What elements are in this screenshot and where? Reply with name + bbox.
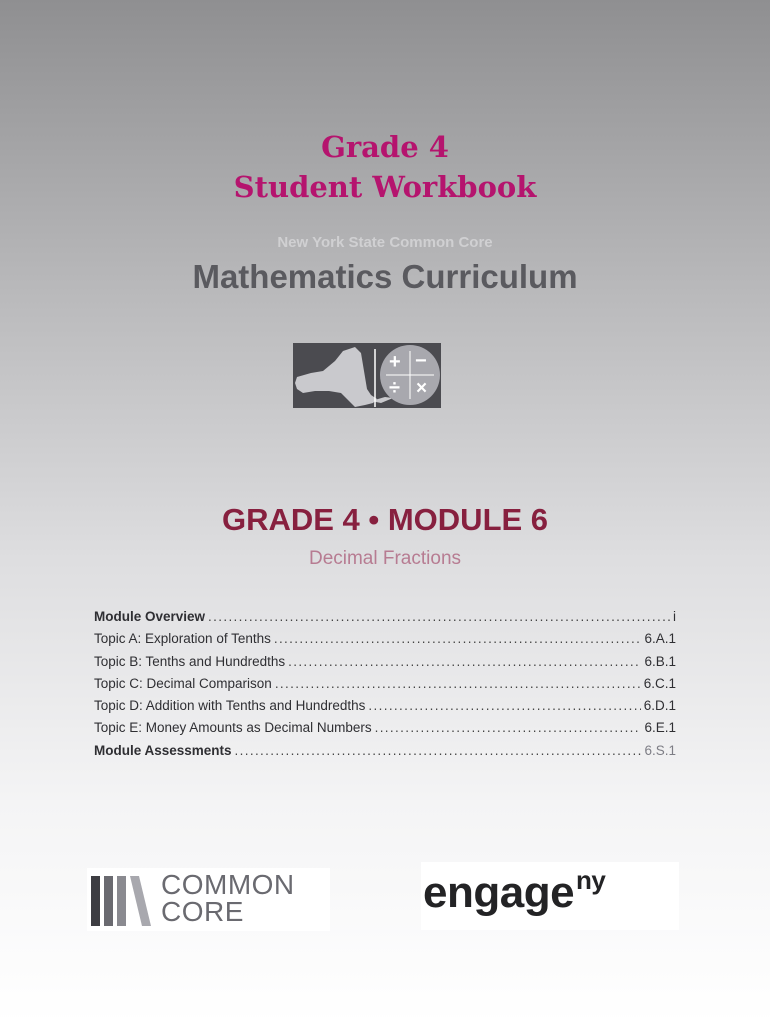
curriculum-title: Mathematics Curriculum xyxy=(192,258,578,295)
toc-label: Topic E: Money Amounts as Decimal Numbers xyxy=(94,720,372,736)
toc-page: 6.D.1 xyxy=(643,698,676,714)
toc-label: Module Assessments xyxy=(94,742,232,758)
engage-ny-logo xyxy=(421,862,679,930)
toc-leader xyxy=(275,676,641,691)
engage-ny-superscript: ny xyxy=(576,865,606,895)
table-of-contents xyxy=(94,609,676,765)
toc-label: Topic A: Exploration of Tenths xyxy=(94,631,271,647)
common-core-logo xyxy=(87,868,330,931)
engage-wordmark: engage xyxy=(423,868,575,917)
toc-page: 6.C.1 xyxy=(643,675,676,691)
toc-page: 6.B.1 xyxy=(644,653,676,669)
divide-icon: ÷ xyxy=(389,377,400,399)
toc-label: Topic B: Tenths and Hundredths xyxy=(94,653,286,669)
toc-row xyxy=(94,654,676,676)
toc-row xyxy=(94,698,676,720)
toc-leader xyxy=(288,654,641,669)
toc-page: 6.S.1 xyxy=(644,742,676,758)
toc-label: Topic C: Decimal Comparison xyxy=(94,675,272,691)
toc-row xyxy=(94,609,676,631)
toc-page: i xyxy=(673,609,676,624)
state-label: New York State Common Core xyxy=(277,234,493,251)
toc-leader xyxy=(208,609,670,624)
toc-label: Topic D: Addition with Tenths and Hundredths xyxy=(94,698,366,714)
toc-row xyxy=(94,631,676,653)
toc-label: Module Overview xyxy=(94,609,206,624)
toc-row xyxy=(94,720,676,742)
common-core-line1: COMMON xyxy=(161,869,295,900)
toc-row xyxy=(94,676,676,698)
plus-icon: + xyxy=(389,351,401,373)
common-core-line2: CORE xyxy=(161,896,244,927)
nys-math-logo xyxy=(293,343,441,408)
module-subtitle: Decimal Fractions xyxy=(308,548,462,569)
toc-leader xyxy=(368,698,640,713)
minus-icon: − xyxy=(415,350,427,372)
book-spines-icon xyxy=(91,876,153,926)
times-icon: × xyxy=(416,378,428,399)
toc-leader xyxy=(274,631,642,646)
workbook-title: Student Workbook xyxy=(233,170,537,204)
grade-heading: Grade 4 xyxy=(321,130,449,164)
toc-leader xyxy=(235,743,642,758)
toc-leader xyxy=(375,720,642,735)
toc-page: 6.A.1 xyxy=(644,631,676,647)
module-heading: GRADE 4 • MODULE 6 xyxy=(221,502,549,537)
toc-page: 6.E.1 xyxy=(644,720,676,736)
toc-row xyxy=(94,743,676,765)
